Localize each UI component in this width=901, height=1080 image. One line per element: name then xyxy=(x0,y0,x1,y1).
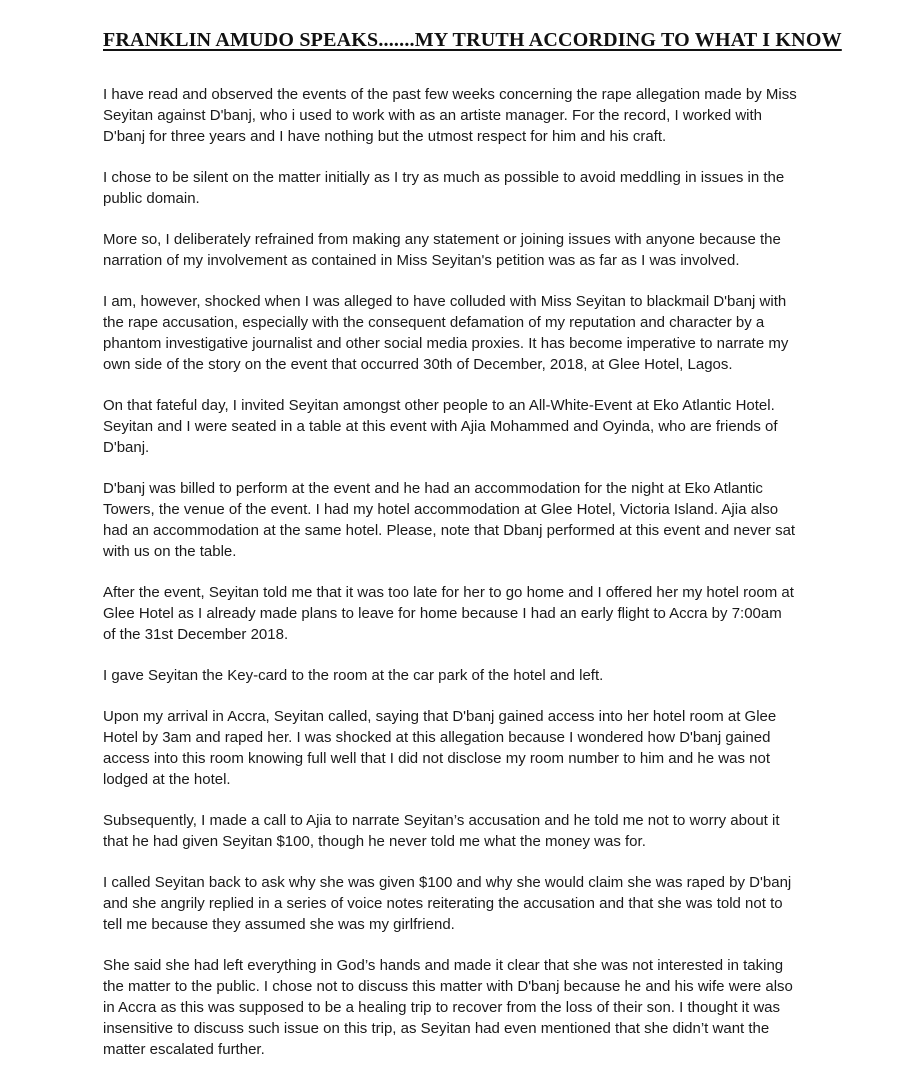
document-content xyxy=(103,28,842,1060)
paragraph: Subsequently, I made a call to Ajia to narrate Seyitan’s accusation and he told me not to worry about it that he had given Seyitan $100, though he never told me what the money was for. xyxy=(103,812,780,850)
paragraph: I gave Seyitan the Key-card to the room at the car park of the hotel and left. xyxy=(103,667,604,684)
paragraph: More so, I deliberately refrained from making any statement or joining issues with anyone because the narration of my involvement as contained in Miss Seyitan's petition was as far as I was involved. xyxy=(103,231,781,269)
paragraph: I have read and observed the events of the past few weeks concerning the rape allegation made by Miss Seyitan against D'banj, who i used to work with as an artiste manager. For the record, I worked with D'banj for three years and I have nothing but the utmost respect for him and his craft. xyxy=(103,86,797,145)
document-body xyxy=(103,84,797,1060)
paragraph: I chose to be silent on the matter initially as I try as much as possible to avoid meddling in issues in the public domain. xyxy=(103,169,785,207)
paragraph: D'banj was billed to perform at the event and he had an accommodation for the night at Eko Atlantic Towers, the venue of the event. I had my hotel accommodation at Glee Hotel, Victoria Island. Ajia also had an accommodation at the same hotel. Please, note that Dbanj performed at this event and never sat with us on the table. xyxy=(103,480,796,560)
paragraph: After the event, Seyitan told me that it was too late for her to go home and I offered her my hotel room at Glee Hotel as I already made plans to leave for home because I had an early flight to Accra by 7:00am of the 31st December 2018. xyxy=(103,584,794,643)
paragraph: I am, however, shocked when I was alleged to have colluded with Miss Seyitan to blackmail D'banj with the rape accusation, especially with the consequent defamation of my reputation and character by a phantom investigative journalist and other social media proxies. It has become imperative to narrate my own side of the story on the event that occurred 30th of December, 2018, at Glee Hotel, Lagos. xyxy=(103,293,789,373)
paragraph: On that fateful day, I invited Seyitan amongst other people to an All-White-Event at Eko Atlantic Hotel. Seyitan and I were seated in a table at this event with Ajia Mohammed and Oyinda, who are friends of D'banj. xyxy=(103,397,778,456)
paragraph: Upon my arrival in Accra, Seyitan called, saying that D'banj gained access into her hotel room at Glee Hotel by 3am and raped her. I was shocked at this allegation because I wondered how D'banj gained access into this room knowing full well that I did not disclose my room number to him and he was not lodged at the hotel. xyxy=(103,708,777,788)
document-title: FRANKLIN AMUDO SPEAKS.......MY TRUTH ACCORDING TO WHAT I KNOW xyxy=(103,29,842,51)
paragraph: I called Seyitan back to ask why she was given $100 and why she would claim she was raped by D'banj and she angrily replied in a series of voice notes reiterating the accusation and that she was told not to tell me because they assumed she was my girlfriend. xyxy=(103,874,792,933)
paragraph: She said she had left everything in God’s hands and made it clear that she was not interested in taking the matter to the public. I chose not to discuss this matter with D'banj because he and his wife were also in Accra as this was supposed to be a healing trip to recover from the loss of their son. I thought it was insensitive to discuss such issue on this trip, as Seyitan had even mentioned that she didn’t want the matter escalated further. xyxy=(103,957,793,1058)
